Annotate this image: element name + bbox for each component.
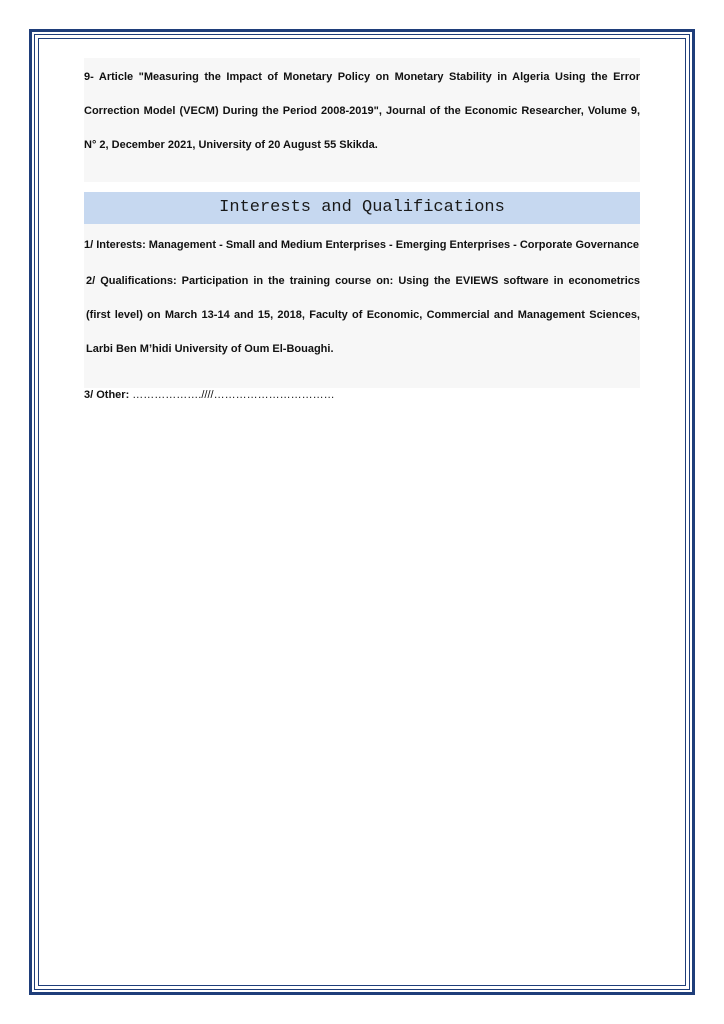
other-label: 3/ Other: bbox=[84, 389, 130, 401]
interests-paragraph: 1/ Interests: Management - Small and Medium Enterprises - Emerging Enterprises - Corporate Governance bbox=[84, 239, 640, 251]
publication-text: 9- Article "Measuring the Impact of Monetary Policy on Monetary Stability in Algeria Using the Error Correction Model (VECM) During the Period 2008-2019", Journal of the Economic Researcher, Volume 9, N° 2, December 2021, University of 20 August 55 Skikda. bbox=[84, 71, 640, 151]
other-value: ……………….////…………………………… bbox=[129, 389, 335, 401]
section-heading bbox=[84, 192, 640, 224]
other-line bbox=[84, 384, 640, 406]
section-title: Interests and Qualifications bbox=[219, 198, 505, 217]
publication-entry bbox=[84, 58, 640, 182]
interests-qualifications-block bbox=[84, 224, 640, 388]
page-content bbox=[84, 58, 640, 406]
qualifications-paragraph: 2/ Qualifications: Participation in the training course on: Using the EVIEWS software in econometrics (first level) on March 13-14 and 15, 2018, Faculty of Economic, Commercial and Management Sciences, Larbi Ben M’hidi University of Oum El-Bouaghi. bbox=[86, 275, 640, 355]
